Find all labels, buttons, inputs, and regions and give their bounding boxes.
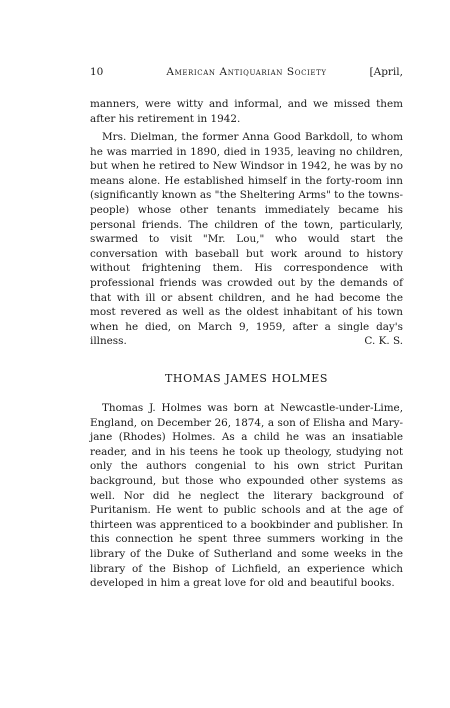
obituary-heading: THOMAS JAMES HOLMES	[164, 372, 328, 385]
author-initials: C. K. S.	[364, 335, 403, 348]
paragraph-2	[90, 130, 403, 349]
running-head	[90, 64, 403, 80]
page-number: 10	[90, 66, 104, 78]
paragraph-2-text: Mrs. Dielman, the former Anna Good Barkdoll, to whom he was married in 1890, died in 1935, leaving no children, but when he retired to New Windsor in 1942, he was by no means alone. He established himself in the forty-room inn (significantly known as "the Sheltering Arms" to the towns-people) whose other tenants immediately became his personal friends. The children of the town, particularly, swarmed to visit "Mr. Lou," who would start the conversation with baseball but work around to history without frightening them. His correspondence with professional friends was crowded out by the demands of that with ill or absent children, and he had become the most revered as well as the oldest inhabitant of his town when he died, on March 9, 1959, after a single day's illness.	[90, 131, 403, 348]
continued-paragraph	[90, 97, 403, 126]
issue-month: [April,	[369, 66, 403, 78]
holmes-paragraph	[90, 401, 403, 591]
paragraph-1: manners, were witty and informal, and we missed them after his retirement in 1942.	[90, 98, 403, 125]
dielman-paragraph	[90, 130, 403, 349]
journal-title: American Antiquarian Society	[166, 66, 327, 78]
paragraph-3: Thomas J. Holmes was born at Newcastle-under-Lime, England, on December 26, 1874, a son of Elisha and Mary-jane (Rhodes) Holmes. As a child he was an insatiable reader, and in his teens he took up theology, studying not only the authors congenial to his own strict Puritan background, but those who expounded other systems as well. Nor did he neglect the literary background of Puritanism. He went to public schools and at the age of thirteen was apprenticed to a bookbinder and publisher. In this connection he spent three summers working in the library of the Duke of Sutherland and some weeks in the library of the Bishop of Lichfield, an experience which developed in him a great love for old and beautiful books.	[90, 402, 403, 590]
